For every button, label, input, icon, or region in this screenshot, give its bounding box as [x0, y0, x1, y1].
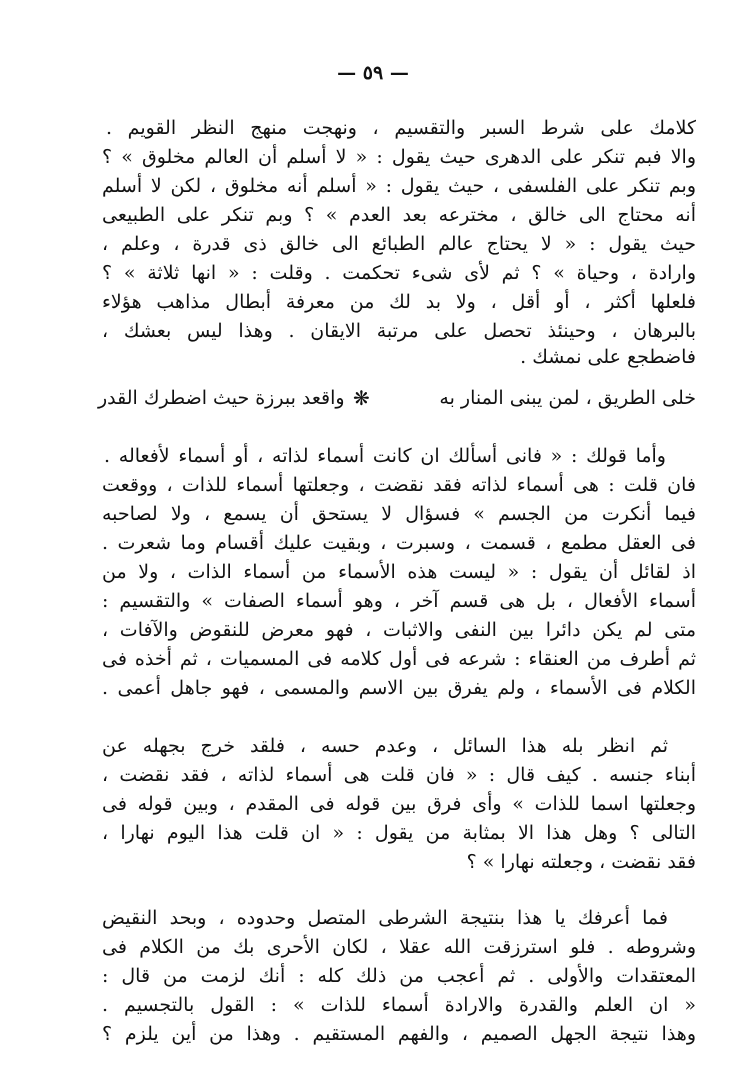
text-line: وجعلتها اسما للذات » وأى فرق بين قوله فى المقدم ، وبين قوله فى [102, 793, 696, 815]
text-line: فما أعرفك يا هذا بنتيجة الشرطى المتصل وحدوده ، وبحد النقيض [102, 907, 668, 929]
text-line: أسماء الأفعال ، بل هى قسم آخر ، وهو أسماء الصفات » والتقسيم : [102, 590, 696, 612]
text-line: فقد نقضت ، وجعلته نهارا » ؟ [466, 851, 696, 873]
text-line: فيما أنكرت من الجسم » فسؤال لا يستحق أن يسمع ، ولا لصاحبه [102, 503, 696, 525]
text-line: اذ لقائل أن يقول : « ليست هذه الأسماء من أسماء الذات ، ولا من [102, 561, 696, 583]
text-line: فاضطجع على نمشك . [520, 346, 696, 368]
text-line: وبم تنكر على الفلسفى ، حيث يقول : « أسلم أنه مخلوق ، لكن لا أسلم [102, 175, 696, 197]
text-line: فى العقل مطمع ، قسمت ، وسبرت ، وبقيت عليك أقسام وما شعرت . [102, 532, 696, 554]
text-line: وهذا نتيجة الجهل الصميم ، والفهم المستقيم . وهذا من أين يلزم ؟ [102, 1023, 696, 1045]
text-line: متى لم يكن دائرا بين النفى والاثبات ، فهو معرض للنقوض والآفات ، [102, 619, 696, 641]
text-line: ثم انظر بله هذا السائل ، وعدم حسه ، فلقد خرج بجهله عن [102, 735, 668, 757]
verse-second-hemistich: واقعد ببرزة حيث اضطرك القدر [98, 387, 345, 409]
text-line: وأما قولك : « فانى أسألك ان كانت أسماء لذاته ، أو أسماء لأفعاله . [104, 445, 666, 467]
text-line: والا فبم تنكر على الدهرى حيث يقول : « لا أسلم أن العالم مخلوق » ؟ [102, 146, 696, 168]
text-line: وشروطه . فلو استرزقت الله عقلا ، لكان الأحرى بك من الكلام فى [102, 936, 696, 958]
text-line: ثم أطرف من العنقاء : شرعه فى أول كلامه فى المسميات ، ثم أخذه فى [102, 648, 696, 670]
text-line: « ان العلم والقدرة والارادة أسماء للذات » : القول بالتجسيم . [102, 994, 696, 1016]
verse-line [98, 383, 696, 413]
text-line: فلعلها أكثر ، أو أقل ، ولا بد لك من معرفة أبطال مذاهب هؤلاء [102, 291, 696, 313]
star-ornament-icon: ❋ [353, 386, 370, 410]
verse-first-hemistich: خلى الطريق ، لمن يبنى المنار به [439, 387, 696, 409]
text-line: أبناء جنسه . كيف قال : « فان قلت هى أسماء لذاته ، فقد نقضت ، [102, 764, 696, 786]
text-line: المعتقدات والأولى . ثم أعجب من ذلك كله : أنك لزمت من قال : [102, 965, 696, 987]
page-number: — ٥٩ — [337, 62, 409, 84]
text-line: الكلام فى الأسماء ، ولم يفرق بين الاسم والمسمى ، فهو جاهل أعمى . [102, 677, 696, 699]
text-line: بالبرهان ، وحينئذ تحصل على مرتبة الايقان . وهذا ليس بعشك ، [102, 320, 696, 342]
text-line: التالى ؟ وهل هذا الا بمثابة من يقول : « ان قلت هذا اليوم نهارا ، [102, 822, 696, 844]
text-line: وارادة ، وحياة » ؟ ثم لأى شىء تحكمت . وقلت : « انها ثلاثة » ؟ [102, 262, 696, 284]
text-line: كلامك على شرط السبر والتقسيم ، ونهجت منهج النظر القويم . [106, 117, 696, 139]
text-line: أنه محتاج الى خالق ، مخترعه بعد العدم » ؟ وبم تنكر على الطبيعى [102, 204, 696, 226]
text-line: حيث يقول : « لا يحتاج عالم الطبائع الى خالق ذى قدرة ، وعلم ، [102, 233, 696, 255]
text-line: فان قلت : هى أسماء لذاته فقد نقضت ، وجعلتها أسماء للذات ، ووقعت [102, 474, 696, 496]
